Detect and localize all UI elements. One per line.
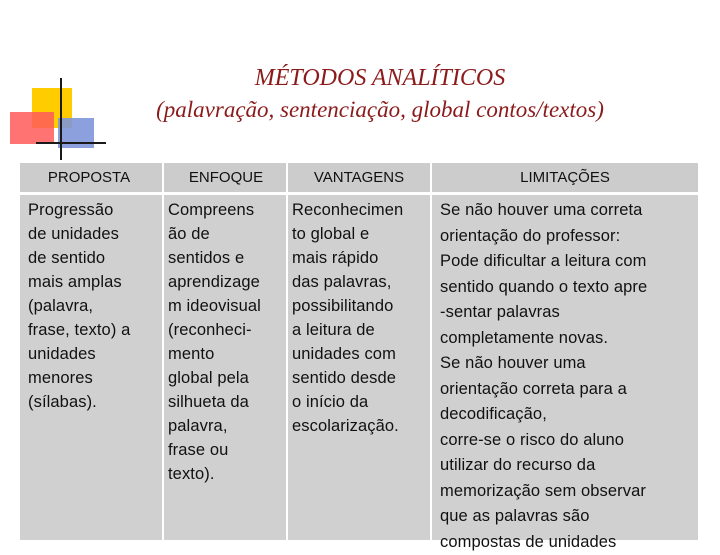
slide-title: [100, 62, 660, 126]
header-enfoque: ENFOQUE: [188, 169, 264, 186]
header-vantagens: VANTAGENS: [313, 169, 405, 186]
cell-enfoque: Compreens ão de sentidos e aprendizage m ideovisual (reconheci- mento global pela silhueta da palavra, frase ou texto).: [168, 201, 261, 483]
logo-vertical-line: [60, 78, 62, 160]
title-subtitle: (palavração, sentenciação, global contos/textos): [156, 97, 604, 122]
title-main: MÉTODOS ANALÍTICOS: [254, 65, 506, 91]
column-separator: [430, 163, 432, 540]
cell-limitacoes: Se não houver uma correta orientação do professor: Pode dificultar a leitura com sentido quando o texto apre -sentar palavras completamente novas. Se não houver uma orientação correta para a decodificação, corre-se o risco do aluno utilizar do recurso da memorização sem observar que as palavras são compostas de unidades: [440, 201, 648, 551]
cell-vantagens: Reconhecimen to global e mais rápido das palavras, possibilitando a leitura de unidades com sentido desde o início da escolarização.: [292, 201, 404, 435]
header-proposta: PROPOSTA: [47, 169, 131, 186]
logo-horizontal-line: [36, 142, 106, 144]
logo-red-square: [10, 112, 54, 144]
cell-proposta: Progressão de unidades de sentido mais amplas (palavra, frase, texto) a unidades menores (sílabas).: [28, 201, 131, 411]
column-separator: [286, 163, 288, 540]
column-separator: [162, 163, 164, 540]
table-header-row: [20, 163, 698, 192]
methods-table: [20, 163, 698, 551]
header-limitacoes: LIMITAÇÕES: [520, 169, 610, 186]
header-separator: [20, 192, 698, 195]
